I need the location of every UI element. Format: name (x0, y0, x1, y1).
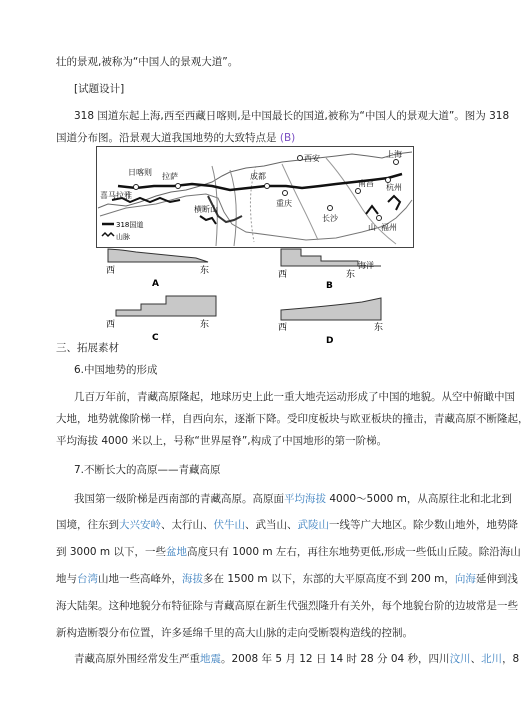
question-line (56, 131, 295, 145)
place-label: 上海 (386, 150, 402, 159)
text-span: 、太行山、 (161, 519, 214, 531)
west-label: 西 (278, 323, 288, 333)
text-line: 海大陆架。这种地貌分布特征除与青藏高原在新生代强烈隆升有关外，每个地貌台阶的边坡常是一些 (56, 600, 518, 612)
east-label: 东 (200, 320, 210, 330)
text-span: 延伸到浅 (475, 573, 518, 585)
ocean-label: 海洋 (358, 261, 374, 270)
text-line (74, 492, 512, 506)
mountain-label: 喜马拉雅 (100, 191, 132, 200)
west-label: 西 (106, 266, 116, 276)
option-a-label: A (152, 279, 159, 289)
text-span: 、武当山、 (245, 519, 298, 531)
place-label: 福州 (381, 223, 397, 232)
link-pendi[interactable]: 盆地 (165, 546, 187, 558)
place-label: 长沙 (322, 214, 338, 223)
link-dizhen[interactable]: 地震 (200, 653, 221, 665)
item-heading: 7.不断长大的高原——青藏高原 (74, 464, 221, 476)
link-funiushan[interactable]: 伏牛山 (213, 519, 245, 531)
option-b-label: B (326, 281, 333, 291)
text-span: 我国第一级阶梯是西南部的青藏高原。高原面 (74, 493, 284, 505)
link-daxinganling[interactable]: 大兴安岭 (119, 519, 161, 531)
text-line: 几百万年前，青藏高原隆起，地球历史上此一重大地壳运动形成了中国的地貌。从空中俯瞰中国 (74, 391, 515, 403)
question-text: 国道分布图。沿景观大道我国地势的大致特点是 (56, 132, 277, 144)
place-label: 成都 (250, 172, 266, 181)
place-label: 重庆 (276, 199, 292, 208)
link-wulingshan[interactable]: 武陵山 (297, 519, 329, 531)
text-span: 青藏高原外围经常发生严重 (74, 653, 200, 665)
text-line (74, 652, 519, 666)
place-label: 杭州 (386, 183, 402, 192)
question-line: 318 国道东起上海,西至西藏日喀则,是中国最长的国道,被称为“中国人的景观大道”。图为 318 (74, 110, 510, 122)
link-xianghai[interactable]: 向海 (454, 573, 476, 585)
item-heading: 6.中国地势的形成 (74, 364, 158, 376)
text-span: ，8 (502, 653, 520, 665)
mountain-label: 横断山 (194, 205, 218, 214)
text-span: 国境，往东到 (56, 519, 119, 531)
text-span: 一线等广大地区。除少数山地外，地势降 (329, 519, 518, 531)
text-span: 。2008 年 5 月 12 日 14 时 28 分 04 秒，四川 (221, 653, 450, 665)
legend-road-label: 318国道 (116, 221, 144, 229)
terrain-profiles (96, 246, 396, 346)
place-label: 西安 (304, 154, 320, 163)
place-label: 南昌 (358, 179, 374, 188)
text-line (56, 545, 521, 559)
text-line: 壮的景观,被称为“中国人的景观大道”。 (56, 56, 239, 68)
text-line (56, 518, 518, 532)
link-pingjunhaiba[interactable]: 平均海拔 (284, 493, 326, 505)
link-wenchuan[interactable]: 汶川 (449, 653, 471, 665)
route-318-map (96, 146, 414, 248)
text-span: 到 3000 m 以下，一些 (56, 546, 166, 558)
place-label: 日喀则 (128, 168, 152, 177)
section-heading: 三、拓展素材 (56, 342, 119, 354)
west-label: 西 (278, 270, 288, 280)
option-c-label: C (152, 333, 159, 343)
answer-mark: (B) (279, 132, 296, 144)
legend-mountain-label: 山脉 (116, 233, 130, 241)
place-label: 拉萨 (162, 172, 178, 181)
option-d-label: D (326, 336, 334, 346)
text-span: 4000～5000 m，从高原往北和北北到 (326, 493, 512, 505)
link-beichuan[interactable]: 北川 (481, 653, 503, 665)
east-label: 东 (346, 270, 356, 280)
text-span: 高度只有 1000 m 左右，再往东地势更低,形成一些低山丘陵。除沿海山 (186, 546, 521, 558)
section-label: [试题设计] (74, 83, 125, 95)
text-span: 多在 1500 m 以下，东部的大平原高度不到 200 m， (203, 573, 455, 585)
east-label: 东 (200, 266, 210, 276)
text-line: 大地，地势就像阶梯一样，自西向东，逐渐下降。受印度板块与欧亚板块的撞击，青藏高原不断隆起， (56, 413, 529, 425)
text-span: 地与 (56, 573, 77, 585)
text-line (56, 572, 518, 586)
west-label: 西 (106, 320, 116, 330)
link-taiwan[interactable]: 台湾 (77, 573, 98, 585)
text-line: 平均海拔 4000 米以上，号称“世界屋脊”,构成了中国地形的第一阶梯。 (56, 435, 388, 447)
text-line: 新构造断裂分布位置，许多延绵千里的高大山脉的走向受断裂构造线的控制。 (56, 627, 413, 639)
text-span: 山地一些高峰外， (98, 573, 182, 585)
link-haiba[interactable]: 海拔 (182, 573, 203, 585)
mountain-label: 山 (368, 223, 376, 232)
east-label: 东 (374, 323, 384, 333)
text-span: 、 (470, 653, 482, 665)
